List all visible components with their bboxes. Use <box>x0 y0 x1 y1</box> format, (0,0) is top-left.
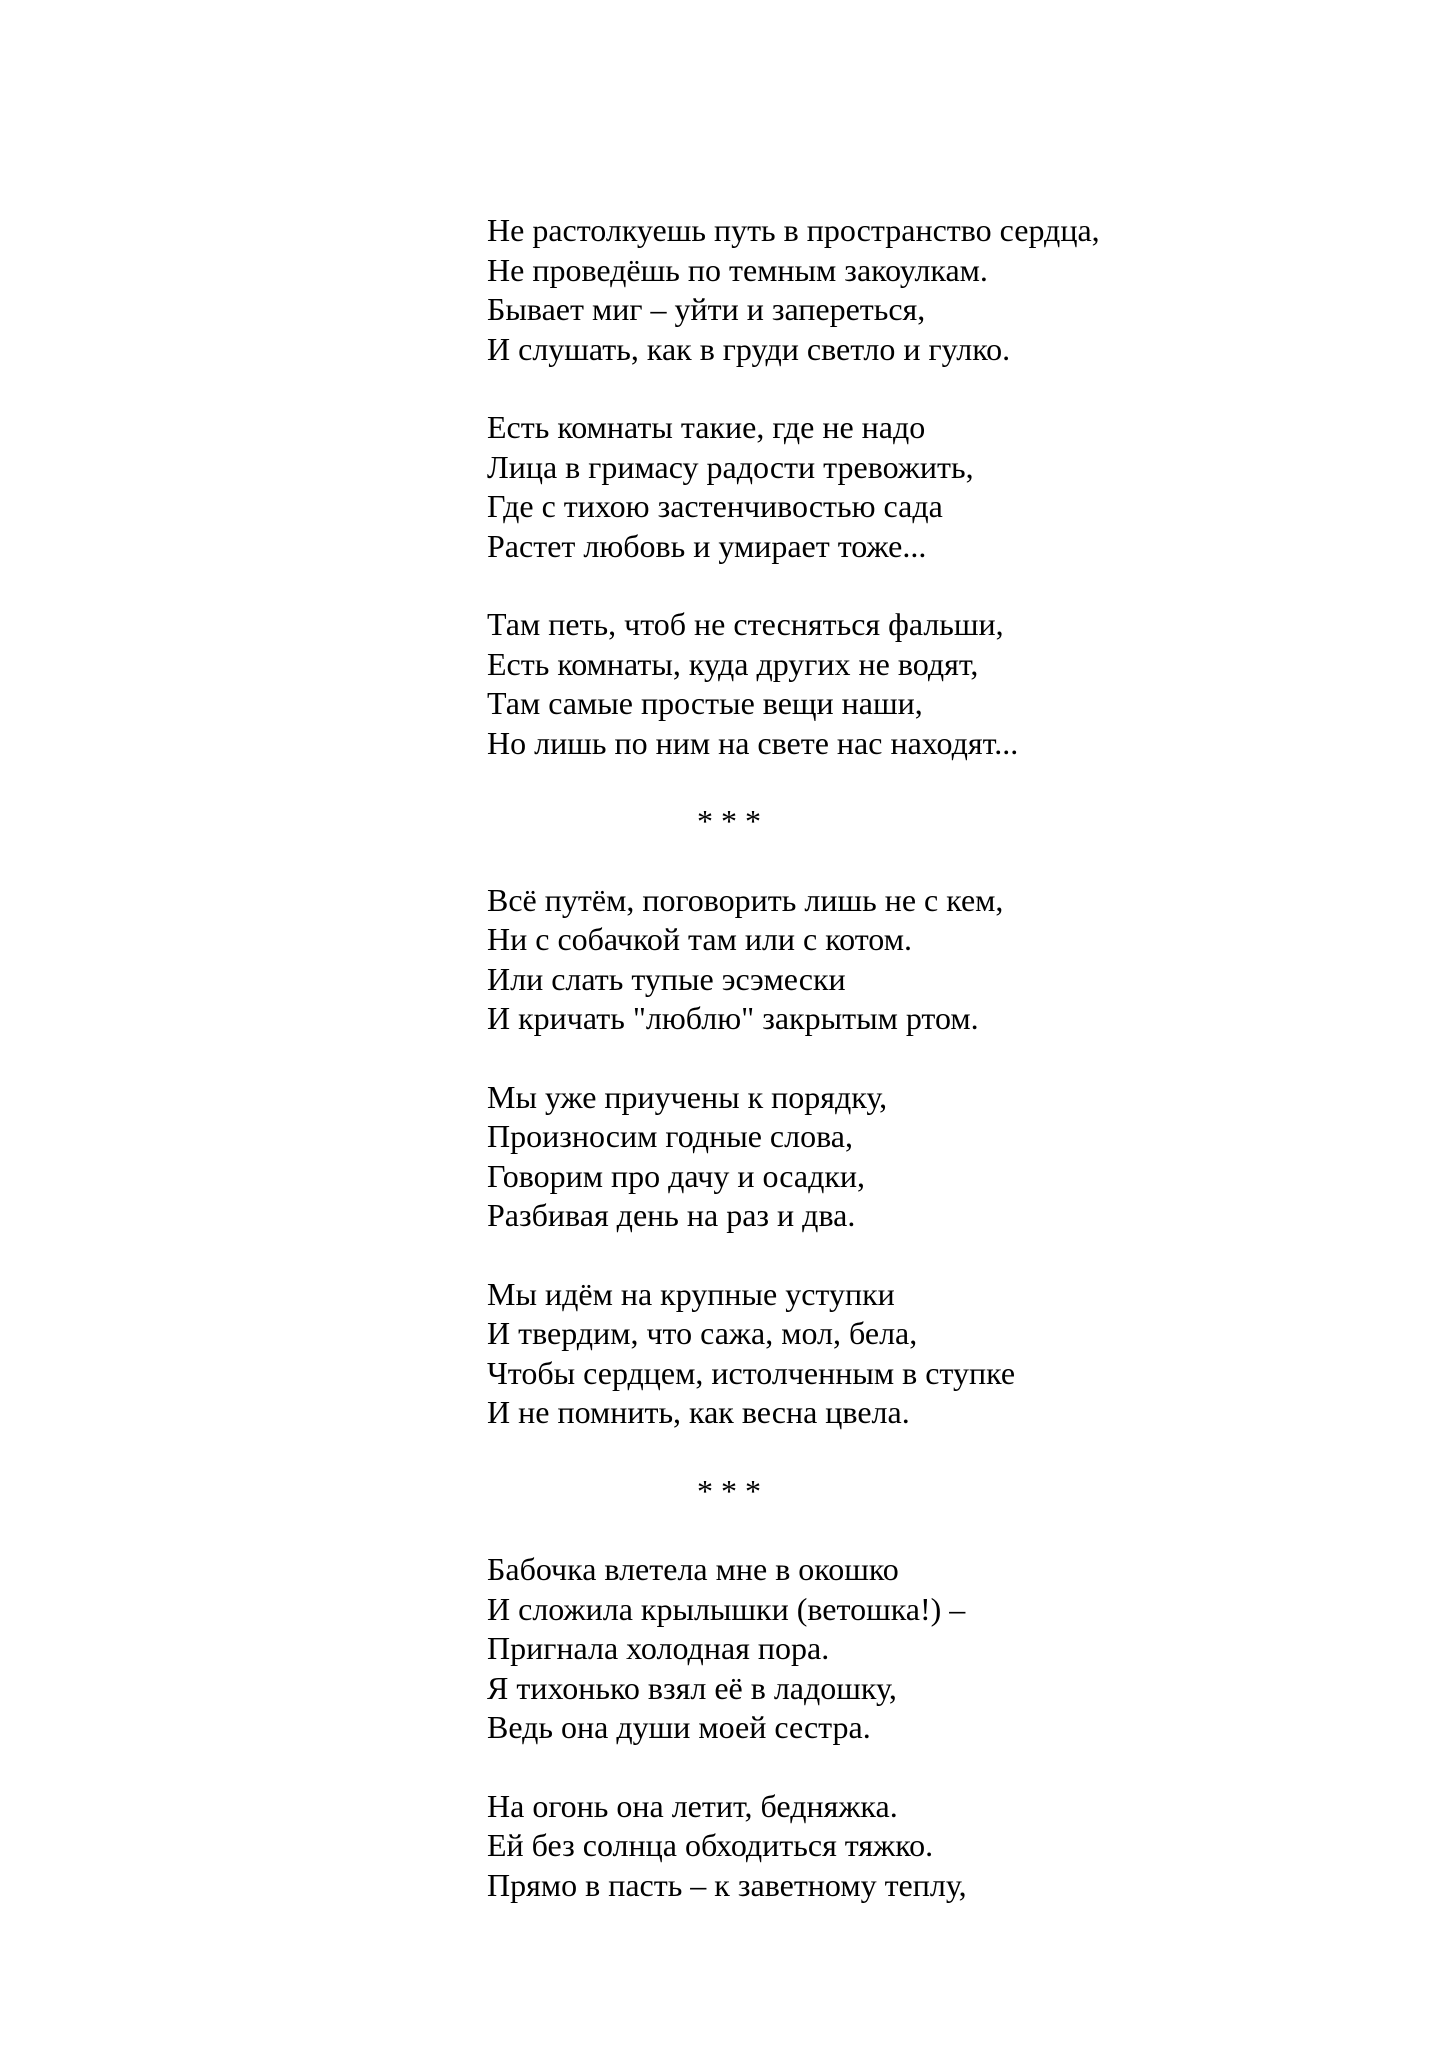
poem-line: Говорим про дачу и осадки, <box>487 1157 866 1194</box>
poem-line: Есть комнаты такие, где не надо <box>487 409 926 445</box>
stanza-4 <box>487 881 1307 1039</box>
section-separator: * * * <box>697 803 761 839</box>
poem-line: И твердим, что сажа, мол, бела, <box>487 1315 918 1351</box>
poem-line: Есть комнаты, куда других не водят, <box>487 645 979 682</box>
poem-line: Ей без солнца обходиться тяжко. <box>487 1827 934 1863</box>
poem-text <box>487 211 1307 1944</box>
poem-line: Бывает миг – уйти и запереться, <box>487 291 926 327</box>
stanza-6 <box>487 1275 1307 1433</box>
poem-line: Мы уже приучены к порядку, <box>487 1078 888 1115</box>
poem-line: Произносим годные слова, <box>487 1118 853 1154</box>
poem-line: Разбивая день на раз и два. <box>487 1197 856 1233</box>
stanza-3 <box>487 605 1307 763</box>
poem-line: Ведь она души моей сестра. <box>487 1709 871 1745</box>
poem-line: Прямо в пасть – к заветному теплу, <box>487 1866 967 1903</box>
poem-line: Но лишь по ним на свете нас находят... <box>487 724 1019 761</box>
poem-line: Чтобы сердцем, истолченным в ступке <box>487 1354 1016 1391</box>
poem-line: Пригнала холодная пора. <box>487 1630 830 1666</box>
poem-line: Я тихонько взял её в ладошку, <box>487 1669 897 1706</box>
poem-line: Всё путём, поговорить лишь не с кем, <box>487 881 1004 918</box>
stanza-2 <box>487 408 1307 566</box>
poem-line: Растет любовь и умирает тоже... <box>487 527 927 564</box>
section-separator: * * * <box>697 1472 761 1509</box>
stanza-8 <box>487 1787 1307 1906</box>
poem-line: Где с тихою застенчивостью сада <box>487 488 943 524</box>
poem-line: На огонь она летит, бедняжка. <box>487 1787 898 1824</box>
poem-line: Не проведёшь по темным закоулкам. <box>487 251 988 288</box>
poem-line: Или слать тупые эсэмески <box>487 960 846 997</box>
poem-line: Бабочка влетела мне в окошко <box>487 1551 899 1587</box>
poem-line: И кричать "люблю" закрытым ртом. <box>487 1000 979 1036</box>
poem-line: Мы идём на крупные уступки <box>487 1275 895 1312</box>
poem-line: Там самые простые вещи наши, <box>487 685 923 721</box>
poem-line: Ни с собачкой там или с котом. <box>487 921 912 957</box>
stanza-7 <box>487 1550 1307 1748</box>
poem-line: И сложила крылышки (ветошка!) – <box>487 1590 966 1627</box>
poem-line: Там петь, чтоб не стесняться фальши, <box>487 606 1004 642</box>
stanza-1 <box>487 211 1307 369</box>
stanza-5 <box>487 1078 1307 1236</box>
poem-line: И не помнить, как весна цвела. <box>487 1394 910 1430</box>
poem-line: И слушать, как в груди светло и гулко. <box>487 330 1011 367</box>
poem-line: Не растолкуешь путь в пространство сердца, <box>487 212 1100 248</box>
poem-line: Лица в гримасу радости тревожить, <box>487 448 974 485</box>
